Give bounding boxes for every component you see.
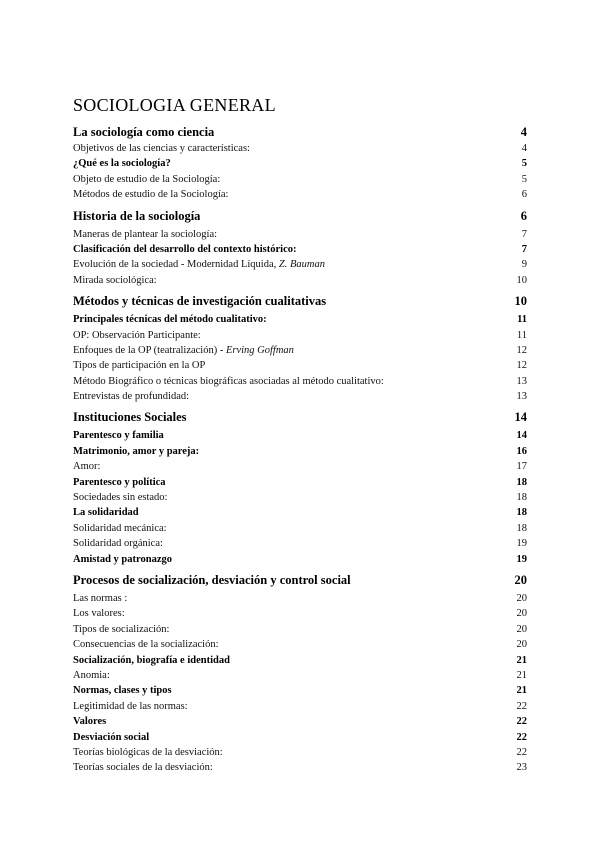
toc-entry-page-number: 16 [516,445,527,457]
toc-entry-page-number: 6 [521,189,527,201]
toc-entry[interactable] [73,389,527,404]
toc-entry-label: Matrimonio, amor y pareja: [73,445,200,457]
toc-entry[interactable] [73,521,527,536]
toc-entry-page-number: 18 [516,507,527,519]
table-of-contents [73,124,527,776]
toc-entry-page-number: 11 [516,329,527,341]
toc-entry-page-number: 20 [516,592,527,604]
toc-entry-label: Procesos de socialización, desviación y control social [73,572,351,587]
toc-entry-label: Clasificación del desarrollo del contexto histórico: [73,243,297,255]
toc-entry[interactable] [73,374,527,389]
toc-entry[interactable] [73,227,527,242]
toc-entry-label: OP: Observación Participante: [73,329,201,341]
toc-entry[interactable] [73,407,527,428]
toc-entry-label: Principales técnicas del método cualitativo: [73,314,267,326]
toc-entry-page-number: 23 [516,762,527,774]
toc-entry-label: La solidaridad [73,507,139,519]
toc-entry[interactable] [73,683,527,698]
toc-entry-page-number: 18 [516,476,527,488]
toc-entry[interactable] [73,536,527,551]
toc-entry[interactable] [73,637,527,652]
toc-entry[interactable] [73,187,527,202]
toc-entry-label: Mirada sociológica: [73,274,157,286]
toc-entry[interactable] [73,328,527,343]
toc-entry-page-number: 10 [514,294,527,309]
toc-entry[interactable] [73,714,527,729]
toc-entry-label: Método Biográfico o técnicas biográficas asociadas al método cualitativo: [73,375,384,387]
toc-entry-label: Objeto de estudio de la Sociología: [73,173,221,185]
toc-entry[interactable] [73,343,527,358]
toc-entry[interactable] [73,730,527,745]
toc-entry[interactable] [73,475,527,490]
toc-entry-page-number: 9 [521,259,527,271]
toc-entry-page-number: 21 [516,685,527,697]
toc-entry-page-number: 4 [521,143,527,154]
toc-entry-page-number: 19 [516,538,527,550]
toc-entry-label: Las normas : [73,592,128,604]
toc-entry-page-number: 11 [517,314,527,326]
toc-entry-page-number: 7 [521,228,527,240]
toc-entry-page-number: 22 [516,731,527,743]
toc-entry-label: La sociología como ciencia [73,125,215,139]
toc-entry[interactable] [73,668,527,683]
toc-entry-label: Normas, clases y tipos [73,685,172,697]
toc-entry-page-number: 12 [516,360,527,372]
toc-entry-page-number: 14 [514,410,527,425]
toc-entry[interactable] [73,490,527,505]
toc-entry[interactable] [73,124,527,141]
toc-entry-page-number: 4 [520,125,527,139]
toc-entry[interactable] [73,312,527,327]
toc-entry-label: Amor: [73,461,101,473]
toc-entry-label: Objetivos de las ciencias y características: [73,143,250,154]
toc-entry-label: Desviación social [73,731,150,743]
toc-entry[interactable] [73,172,527,187]
toc-entry-page-number: 20 [516,623,527,635]
toc-entry[interactable] [73,273,527,288]
toc-entry[interactable] [73,459,527,474]
toc-entry-label: Métodos y técnicas de investigación cualitativas [73,294,327,309]
toc-entry-label: Evolución de la sociedad - Modernidad Líquida, Z. Bauman [73,259,325,271]
toc-entry-page-number: 18 [516,492,527,504]
toc-entry-label: Teorías biológicas de la desviación: [73,746,223,758]
toc-entry-page-number: 7 [521,243,527,255]
toc-entry-page-number: 21 [516,654,527,666]
toc-entry[interactable] [73,570,527,591]
toc-entry-label: Socialización, biografía e identidad [73,654,230,666]
toc-entry-page-number: 17 [516,461,527,473]
toc-entry-label: Sociedades sin estado: [73,492,168,504]
toc-entry[interactable] [73,745,527,760]
toc-entry[interactable] [73,444,527,459]
toc-entry-label: Teorías sociales de la desviación: [73,762,213,774]
toc-entry-label: Enfoques de la OP (teatralización) - Erving Goffman [73,344,294,356]
toc-entry-page-number: 21 [516,669,527,681]
toc-entry[interactable] [73,428,527,443]
toc-entry-page-number: 19 [516,553,527,565]
toc-entry-label: Solidaridad mecánica: [73,522,167,534]
toc-entry[interactable] [73,291,527,312]
toc-entry-page-number: 5 [521,173,527,185]
toc-entry-label: Métodos de estudio de la Sociología: [73,189,229,201]
toc-entry-page-number: 10 [516,274,527,286]
toc-entry-label: Legitimidad de las normas: [73,700,188,712]
toc-entry-page-number: 14 [516,430,527,442]
toc-entry-label: Los valores: [73,608,125,620]
toc-entry[interactable] [73,591,527,606]
toc-entry[interactable] [73,358,527,373]
toc-entry-label: Anomia: [73,669,110,681]
toc-entry[interactable] [73,156,527,171]
toc-entry-page-number: 22 [516,746,527,758]
toc-entry[interactable] [73,242,527,257]
toc-entry-page-number: 18 [516,522,527,534]
toc-entry-page-number: 5 [521,158,527,170]
toc-entry-label: Solidaridad orgánica: [73,538,163,550]
toc-entry-label: ¿Qué es la sociología? [73,158,171,170]
toc-entry-page-number: 6 [520,208,527,223]
toc-entry[interactable] [73,505,527,520]
toc-entry-label: Instituciones Sociales [73,410,187,425]
toc-entry-page-number: 12 [516,344,527,356]
toc-entry-page-number: 22 [516,716,527,728]
toc-entry[interactable] [73,622,527,637]
toc-entry[interactable] [73,699,527,714]
toc-entry-page-number: 20 [516,639,527,651]
toc-entry[interactable] [73,141,527,156]
toc-entry[interactable] [73,653,527,668]
toc-entry-page-number: 13 [516,375,527,387]
toc-entry[interactable] [73,606,527,621]
toc-entry-label: Parentesco y política [73,476,166,488]
toc-entry-label: Parentesco y familia [73,430,164,442]
toc-entry-label: Amistad y patronazgo [73,553,172,565]
toc-entry-page-number: 20 [514,572,527,587]
toc-entry-label: Tipos de socialización: [73,623,170,635]
toc-entry-label: Historia de la sociología [73,208,201,223]
toc-entry-label: Tipos de participación en la OP [73,360,206,372]
toc-entry-page-number: 22 [516,700,527,712]
toc-entry-label: Entrevistas de profundidad: [73,391,190,403]
toc-entry[interactable] [73,552,527,567]
toc-entry[interactable] [73,206,527,227]
toc-entry-label: Maneras de plantear la sociología: [73,228,218,240]
page-title: SOCIOLOGIA GENERAL [73,95,276,115]
toc-entry-label: Consecuencias de la socialización: [73,639,219,651]
toc-entry-label: Valores [73,716,107,728]
toc-entry[interactable] [73,257,527,272]
toc-entry-page-number: 13 [516,391,527,403]
toc-entry-page-number: 20 [516,608,527,620]
toc-entry[interactable] [73,760,527,775]
